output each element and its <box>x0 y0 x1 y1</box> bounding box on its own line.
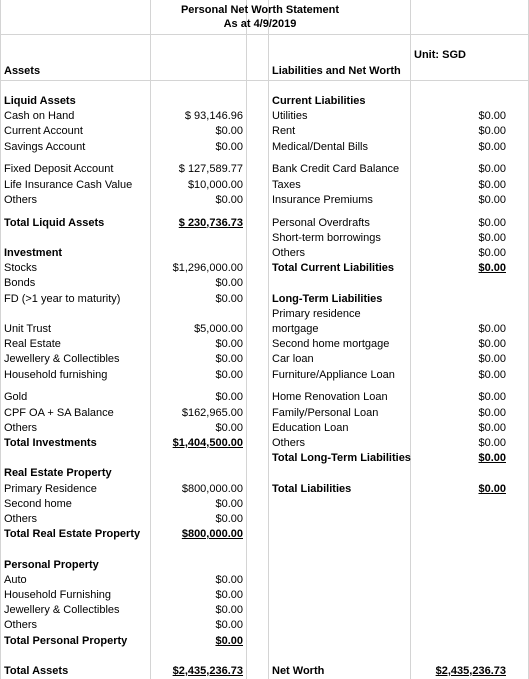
asset-label-investment: Investment <box>4 247 63 259</box>
liability-label-bank-credit-card-balance: Bank Credit Card Balance <box>272 163 400 176</box>
asset-value-others: $0.00 <box>215 193 243 206</box>
liability-label-others: Others <box>272 437 306 449</box>
asset-value-gold: $0.00 <box>215 391 243 404</box>
liability-label-total-liabilities: Total Liabilities <box>272 482 352 495</box>
asset-label-life-insurance-cash-value: Life Insurance Cash Value <box>4 178 133 191</box>
liability-value-bank-credit-card-balance: $0.00 <box>478 163 506 176</box>
asset-value-real-estate: $0.00 <box>215 338 243 351</box>
asset-label-real-estate: Real Estate <box>4 338 61 351</box>
liability-label-others: Others <box>272 247 306 259</box>
asset-value-total-assets: $2,435,236.73 <box>172 665 243 677</box>
asset-label-others: Others <box>4 619 38 632</box>
asset-value-household-furnishing: $0.00 <box>215 589 243 601</box>
assets-heading: Assets <box>4 65 41 77</box>
liability-value-short-term-borrowings: $0.00 <box>478 231 506 244</box>
liability-value-medical-dental-bills: $0.00 <box>478 140 506 153</box>
liability-label-utilities: Utilities <box>272 110 308 123</box>
asset-label-gold: Gold <box>4 391 28 404</box>
asset-label-real-estate-property: Real Estate Property <box>4 467 112 480</box>
asset-label-others: Others <box>4 193 38 206</box>
liability-value-education-loan: $0.00 <box>478 421 506 434</box>
liability-label-short-term-borrowings: Short-term borrowings <box>272 231 381 244</box>
asset-label-household-furnishing: Household furnishing <box>4 368 108 381</box>
liability-value-others: $0.00 <box>478 437 506 449</box>
liability-label-total-long-term-liabilities: Total Long-Term Liabilities <box>272 452 411 465</box>
liability-value-net-worth: $2,435,236.73 <box>435 665 506 677</box>
asset-value-household-furnishing: $0.00 <box>215 368 243 381</box>
asset-value-total-real-estate-property: $800,000.00 <box>181 528 243 541</box>
asset-label-others: Others <box>4 513 38 525</box>
liability-label-furniture-appliance-loan: Furniture/Appliance Loan <box>272 368 395 381</box>
gridline <box>246 0 247 679</box>
liability-label-personal-overdrafts: Personal Overdrafts <box>272 216 370 229</box>
liability-value-total-long-term-liabilities: $0.00 <box>478 452 506 465</box>
asset-label-unit-trust: Unit Trust <box>4 323 52 335</box>
asset-value-total-personal-property: $0.00 <box>215 634 243 647</box>
liability-value-utilities: $0.00 <box>478 110 506 123</box>
asset-value-current-account: $0.00 <box>215 125 243 138</box>
asset-value-others: $0.00 <box>215 421 243 434</box>
asset-label-fixed-deposit-account: Fixed Deposit Account <box>4 163 114 176</box>
asset-value-others: $0.00 <box>215 619 243 632</box>
liability-value-car-loan: $0.00 <box>478 353 506 366</box>
asset-value-life-insurance-cash-value: $10,000.00 <box>187 178 243 191</box>
liability-label-medical-dental-bills: Medical/Dental Bills <box>272 140 368 153</box>
liability-value-others: $0.00 <box>478 247 506 259</box>
liability-value-insurance-premiums: $0.00 <box>478 193 506 206</box>
asset-value-others: $0.00 <box>215 513 243 525</box>
asset-value-cash-on-hand: $ 93,146.96 <box>184 110 243 123</box>
liability-value-second-home-mortgage: $0.00 <box>478 338 506 351</box>
asset-label-total-investments: Total Investments <box>4 437 97 449</box>
asset-label-savings-account: Savings Account <box>4 140 86 153</box>
liability-label-current-liabilities: Current Liabilities <box>272 95 366 107</box>
asset-value-auto: $0.00 <box>215 573 243 586</box>
liability-value-furniture-appliance-loan: $0.00 <box>478 368 506 381</box>
asset-value-stocks: $1,296,000.00 <box>172 262 243 275</box>
asset-label-jewellery-collectibles: Jewellery & Collectibles <box>4 604 120 617</box>
liability-label-home-renovation-loan: Home Renovation Loan <box>272 391 388 404</box>
asset-value-total-liquid-assets: $ 230,736.73 <box>178 216 243 229</box>
asset-value-unit-trust: $5,000.00 <box>194 323 243 335</box>
asset-value-second-home: $0.00 <box>215 497 243 510</box>
liability-label-primary-residence: Primary residence <box>272 307 361 320</box>
liability-value-personal-overdrafts: $0.00 <box>478 216 506 229</box>
liabilities-heading: Liabilities and Net Worth <box>272 65 401 77</box>
asset-label-cash-on-hand: Cash on Hand <box>4 110 75 123</box>
asset-label-total-liquid-assets: Total Liquid Assets <box>4 216 105 229</box>
liability-label-total-current-liabilities: Total Current Liabilities <box>272 262 395 275</box>
asset-value-bonds: $0.00 <box>215 277 243 290</box>
asset-value-primary-residence: $800,000.00 <box>181 482 243 495</box>
asset-value-fixed-deposit-account: $ 127,589.77 <box>178 163 243 176</box>
liability-value-total-current-liabilities: $0.00 <box>478 262 506 275</box>
liability-label-insurance-premiums: Insurance Premiums <box>272 193 373 206</box>
liability-label-education-loan: Education Loan <box>272 421 349 434</box>
unit-label: Unit: SGD <box>414 49 466 61</box>
asset-label-total-assets: Total Assets <box>4 665 69 677</box>
liability-label-long-term-liabilities: Long-Term Liabilities <box>272 292 383 305</box>
asset-label-stocks: Stocks <box>4 262 38 275</box>
asset-value-jewellery-collectibles: $0.00 <box>215 353 243 366</box>
asset-label-liquid-assets: Liquid Assets <box>4 95 76 107</box>
asset-value-total-investments: $1,404,500.00 <box>172 437 243 449</box>
asset-value-savings-account: $0.00 <box>215 140 243 153</box>
liability-value-home-renovation-loan: $0.00 <box>478 391 506 404</box>
asset-label-jewellery-collectibles: Jewellery & Collectibles <box>4 353 120 366</box>
gridline <box>268 0 269 679</box>
asset-label-total-real-estate-property: Total Real Estate Property <box>4 528 141 541</box>
asset-value-jewellery-collectibles: $0.00 <box>215 604 243 617</box>
asset-value-cpf-oa-sa-balance: $162,965.00 <box>181 406 243 419</box>
gridline <box>0 80 529 81</box>
liability-value-total-liabilities: $0.00 <box>478 482 506 495</box>
statement-date: As at 4/9/2019 <box>223 18 297 30</box>
liability-label-net-worth: Net Worth <box>272 665 325 677</box>
liability-value-family-personal-loan: $0.00 <box>478 406 506 419</box>
asset-label-current-account: Current Account <box>4 125 83 138</box>
asset-label-household-furnishing: Household Furnishing <box>4 589 112 601</box>
asset-label-personal-property: Personal Property <box>4 558 99 571</box>
asset-label-cpf-oa-sa-balance: CPF OA + SA Balance <box>4 406 114 419</box>
liability-value-mortgage: $0.00 <box>478 323 506 335</box>
asset-label-auto: Auto <box>4 573 27 586</box>
asset-label-others: Others <box>4 421 38 434</box>
liability-label-family-personal-loan: Family/Personal Loan <box>272 406 379 419</box>
asset-label-primary-residence: Primary Residence <box>4 482 97 495</box>
gridline <box>0 34 529 35</box>
liability-label-rent: Rent <box>272 125 296 138</box>
asset-label-total-personal-property: Total Personal Property <box>4 634 128 647</box>
asset-label-bonds: Bonds <box>4 277 36 290</box>
liability-label-second-home-mortgage: Second home mortgage <box>272 338 390 351</box>
liability-label-mortgage: mortgage <box>272 323 319 335</box>
liability-label-car-loan: Car loan <box>272 353 314 366</box>
asset-label-second-home: Second home <box>4 497 72 510</box>
asset-label-fd-1-year-to-maturity: FD (>1 year to maturity) <box>4 292 121 305</box>
liability-label-taxes: Taxes <box>272 178 301 191</box>
liability-value-taxes: $0.00 <box>478 178 506 191</box>
asset-value-fd-1-year-to-maturity: $0.00 <box>215 292 243 305</box>
liability-value-rent: $0.00 <box>478 125 506 138</box>
statement-title: Personal Net Worth Statement <box>180 4 340 16</box>
